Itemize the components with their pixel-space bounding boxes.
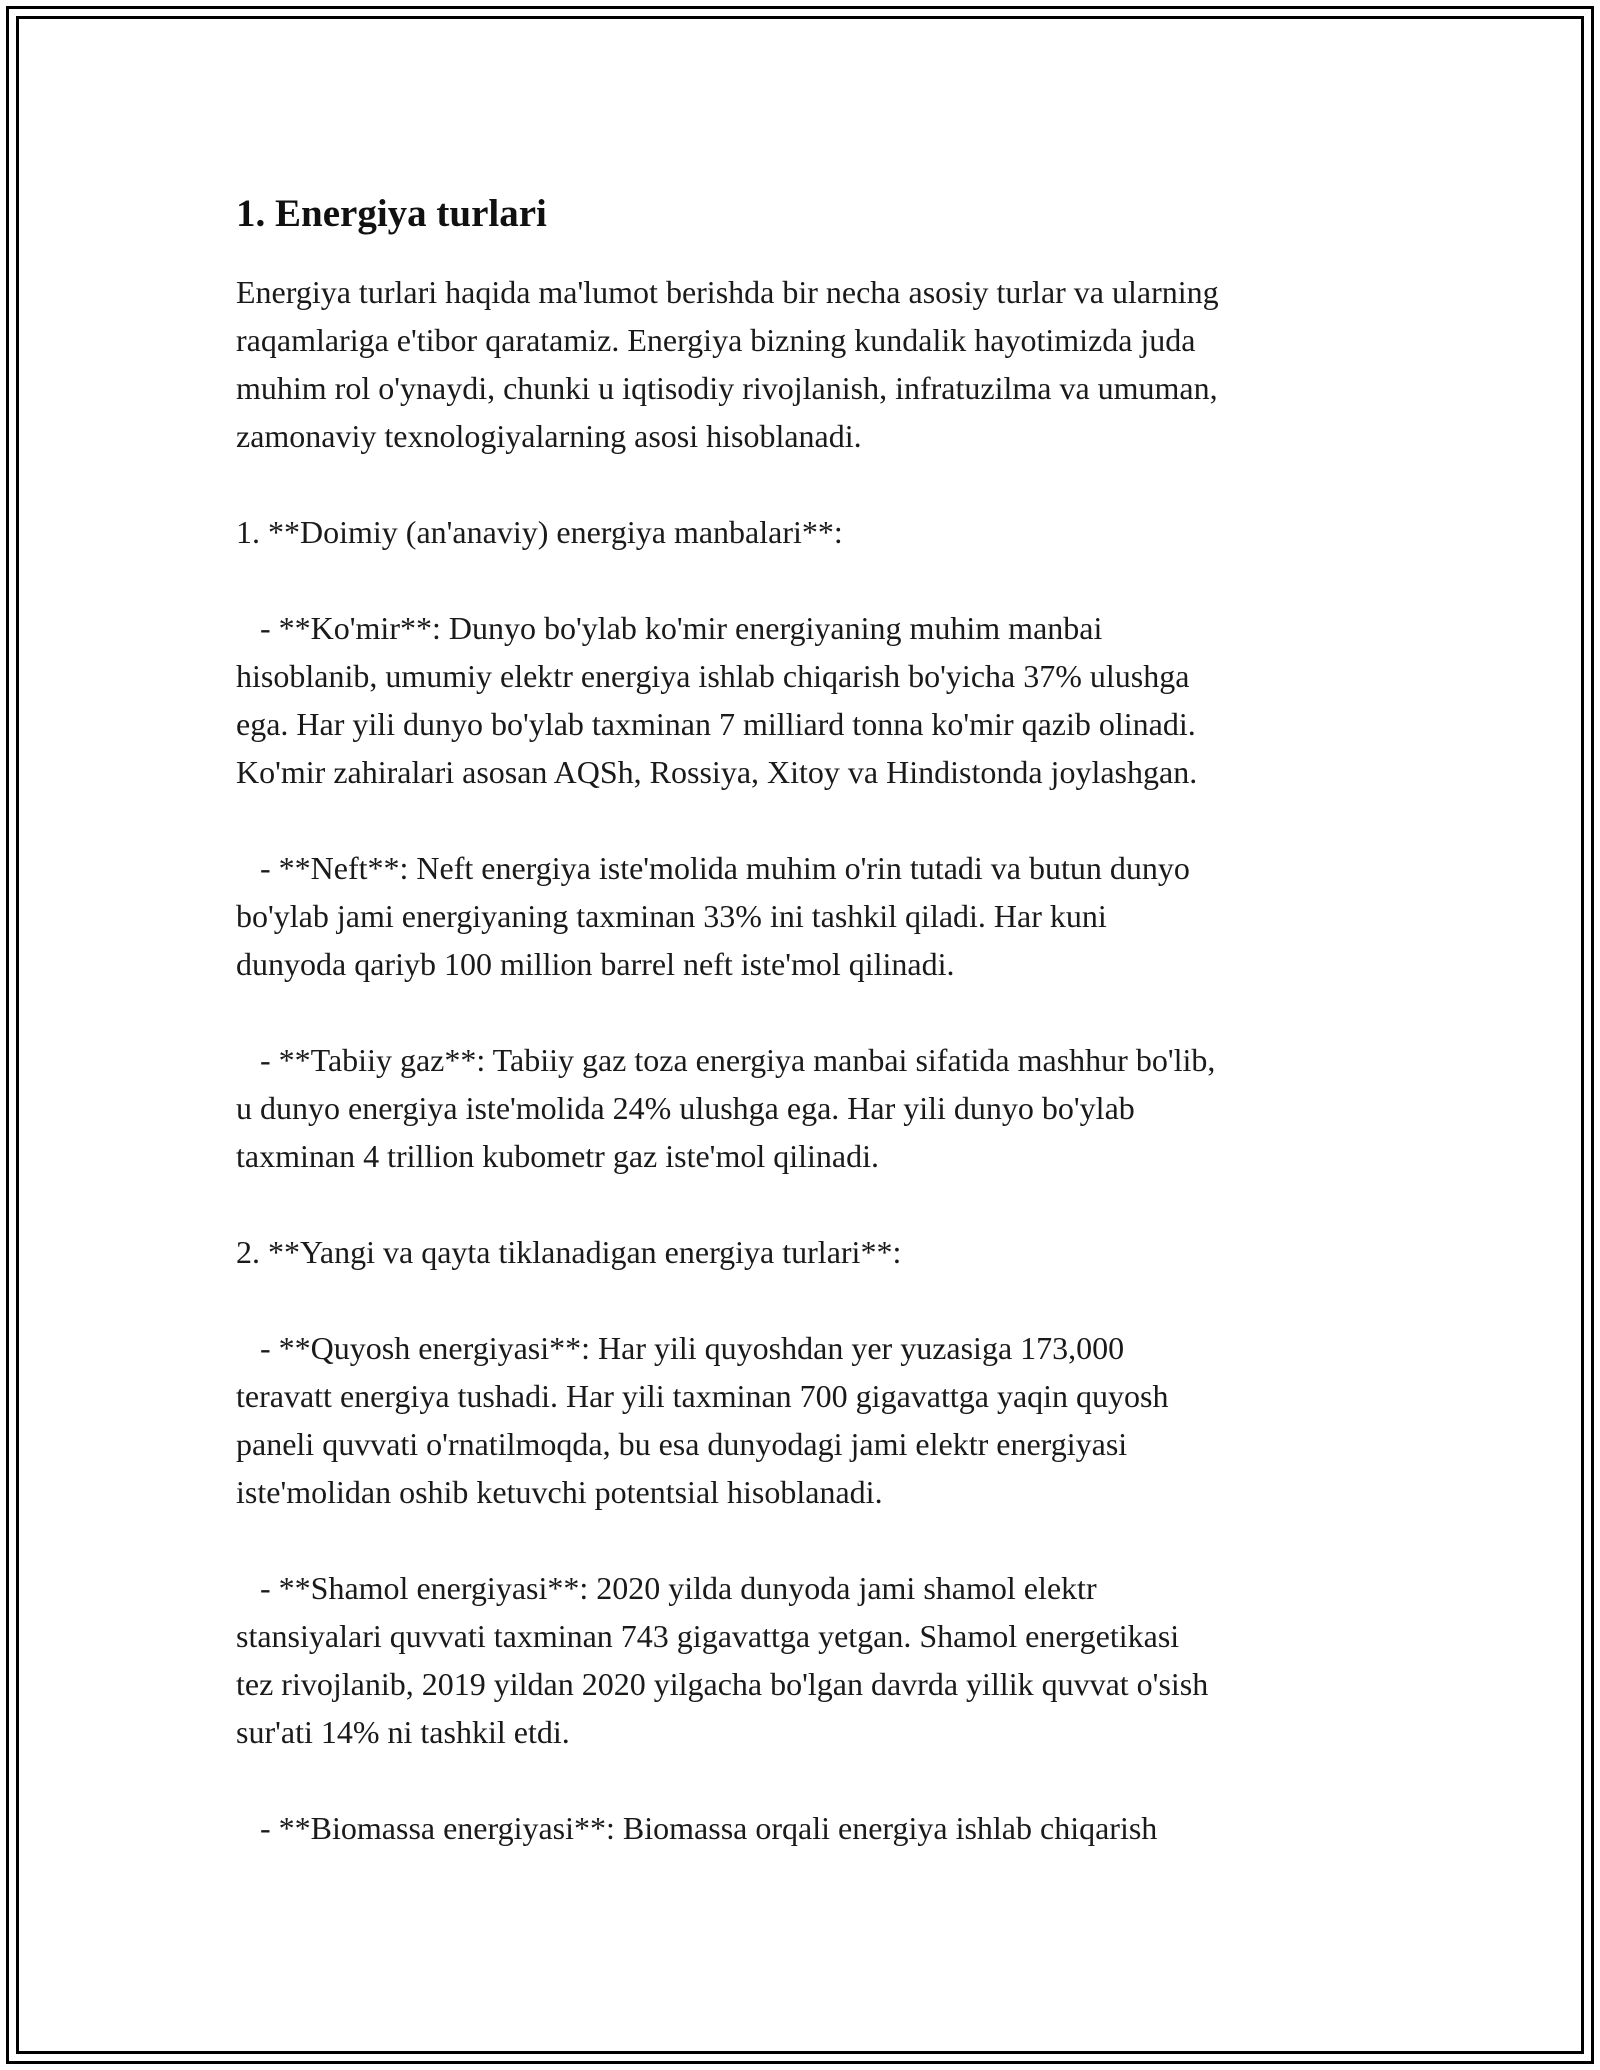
list-heading-traditional: 1. **Doimiy (an'anaviy) energiya manbalari**: (236, 514, 843, 550)
list-item-natural-gas: - **Tabiiy gaz**: Tabiiy gaz toza energiya manbai sifatida mashhur bo'lib, u dunyo energiya iste'molida 24% ulushga ega. Har yili dunyo bo'ylab taxminan 4 trillion kubometr gaz iste'mol qilinadi. (236, 1042, 1216, 1174)
intro-paragraph: Energiya turlari haqida ma'lumot berishda bir necha asosiy turlar va ularning raqamlariga e'tibor qaratamiz. Energiya bizning kundalik hayotimizda juda muhim rol o'ynaydi, chunki u iqtisodiy rivojlanish, infratuzilma va umuman, zamonaviy texnologiyalarning asosi hisoblanadi. (236, 274, 1219, 454)
list-item-oil: - **Neft**: Neft energiya iste'molida muhim o'rin tutadi va butun dunyo bo'ylab jami energiyaning taxminan 33% ini tashkil qiladi. Har kuni dunyoda qariyb 100 million barrel neft iste'mol qilinadi. (236, 850, 1190, 982)
list-item-solar: - **Quyosh energiyasi**: Har yili quyoshdan yer yuzasiga 173,000 teravatt energiya tushadi. Har yili taxminan 700 gigavattga yaqin quyosh paneli quvvati o'rnatilmoqda, bu esa dunyodagi jami elektr energiyasi iste'molidan oshib ketuvchi potentsial hisoblanadi. (236, 1330, 1169, 1510)
list-item-wind: - **Shamol energiyasi**: 2020 yilda dunyoda jami shamol elektr stansiyalari quvvati taxminan 743 gigavattga yetgan. Shamol energetikasi tez rivojlanib, 2019 yildan 2020 yilgacha bo'lgan davrda yillik quvvat o'sish sur'ati 14% ni tashkil etdi. (236, 1570, 1209, 1750)
document-body (236, 190, 1386, 1852)
list-item-coal: - **Ko'mir**: Dunyo bo'ylab ko'mir energiyaning muhim manbai hisoblanib, umumiy elektr energiya ishlab chiqarish bo'yicha 37% ulushga ega. Har yili dunyo bo'ylab taxminan 7 milliard tonna ko'mir qazib olinadi. Ko'mir zahiralari asosan AQSh, Rossiya, Xitoy va Hindistonda joylashgan. (236, 610, 1198, 790)
section-heading: 1. Energiya turlari (236, 192, 547, 235)
list-item-biomass: - **Biomassa energiyasi**: Biomassa orqali energiya ishlab chiqarish (236, 1810, 1158, 1846)
list-heading-renewable: 2. **Yangi va qayta tiklanadigan energiya turlari**: (236, 1234, 902, 1270)
